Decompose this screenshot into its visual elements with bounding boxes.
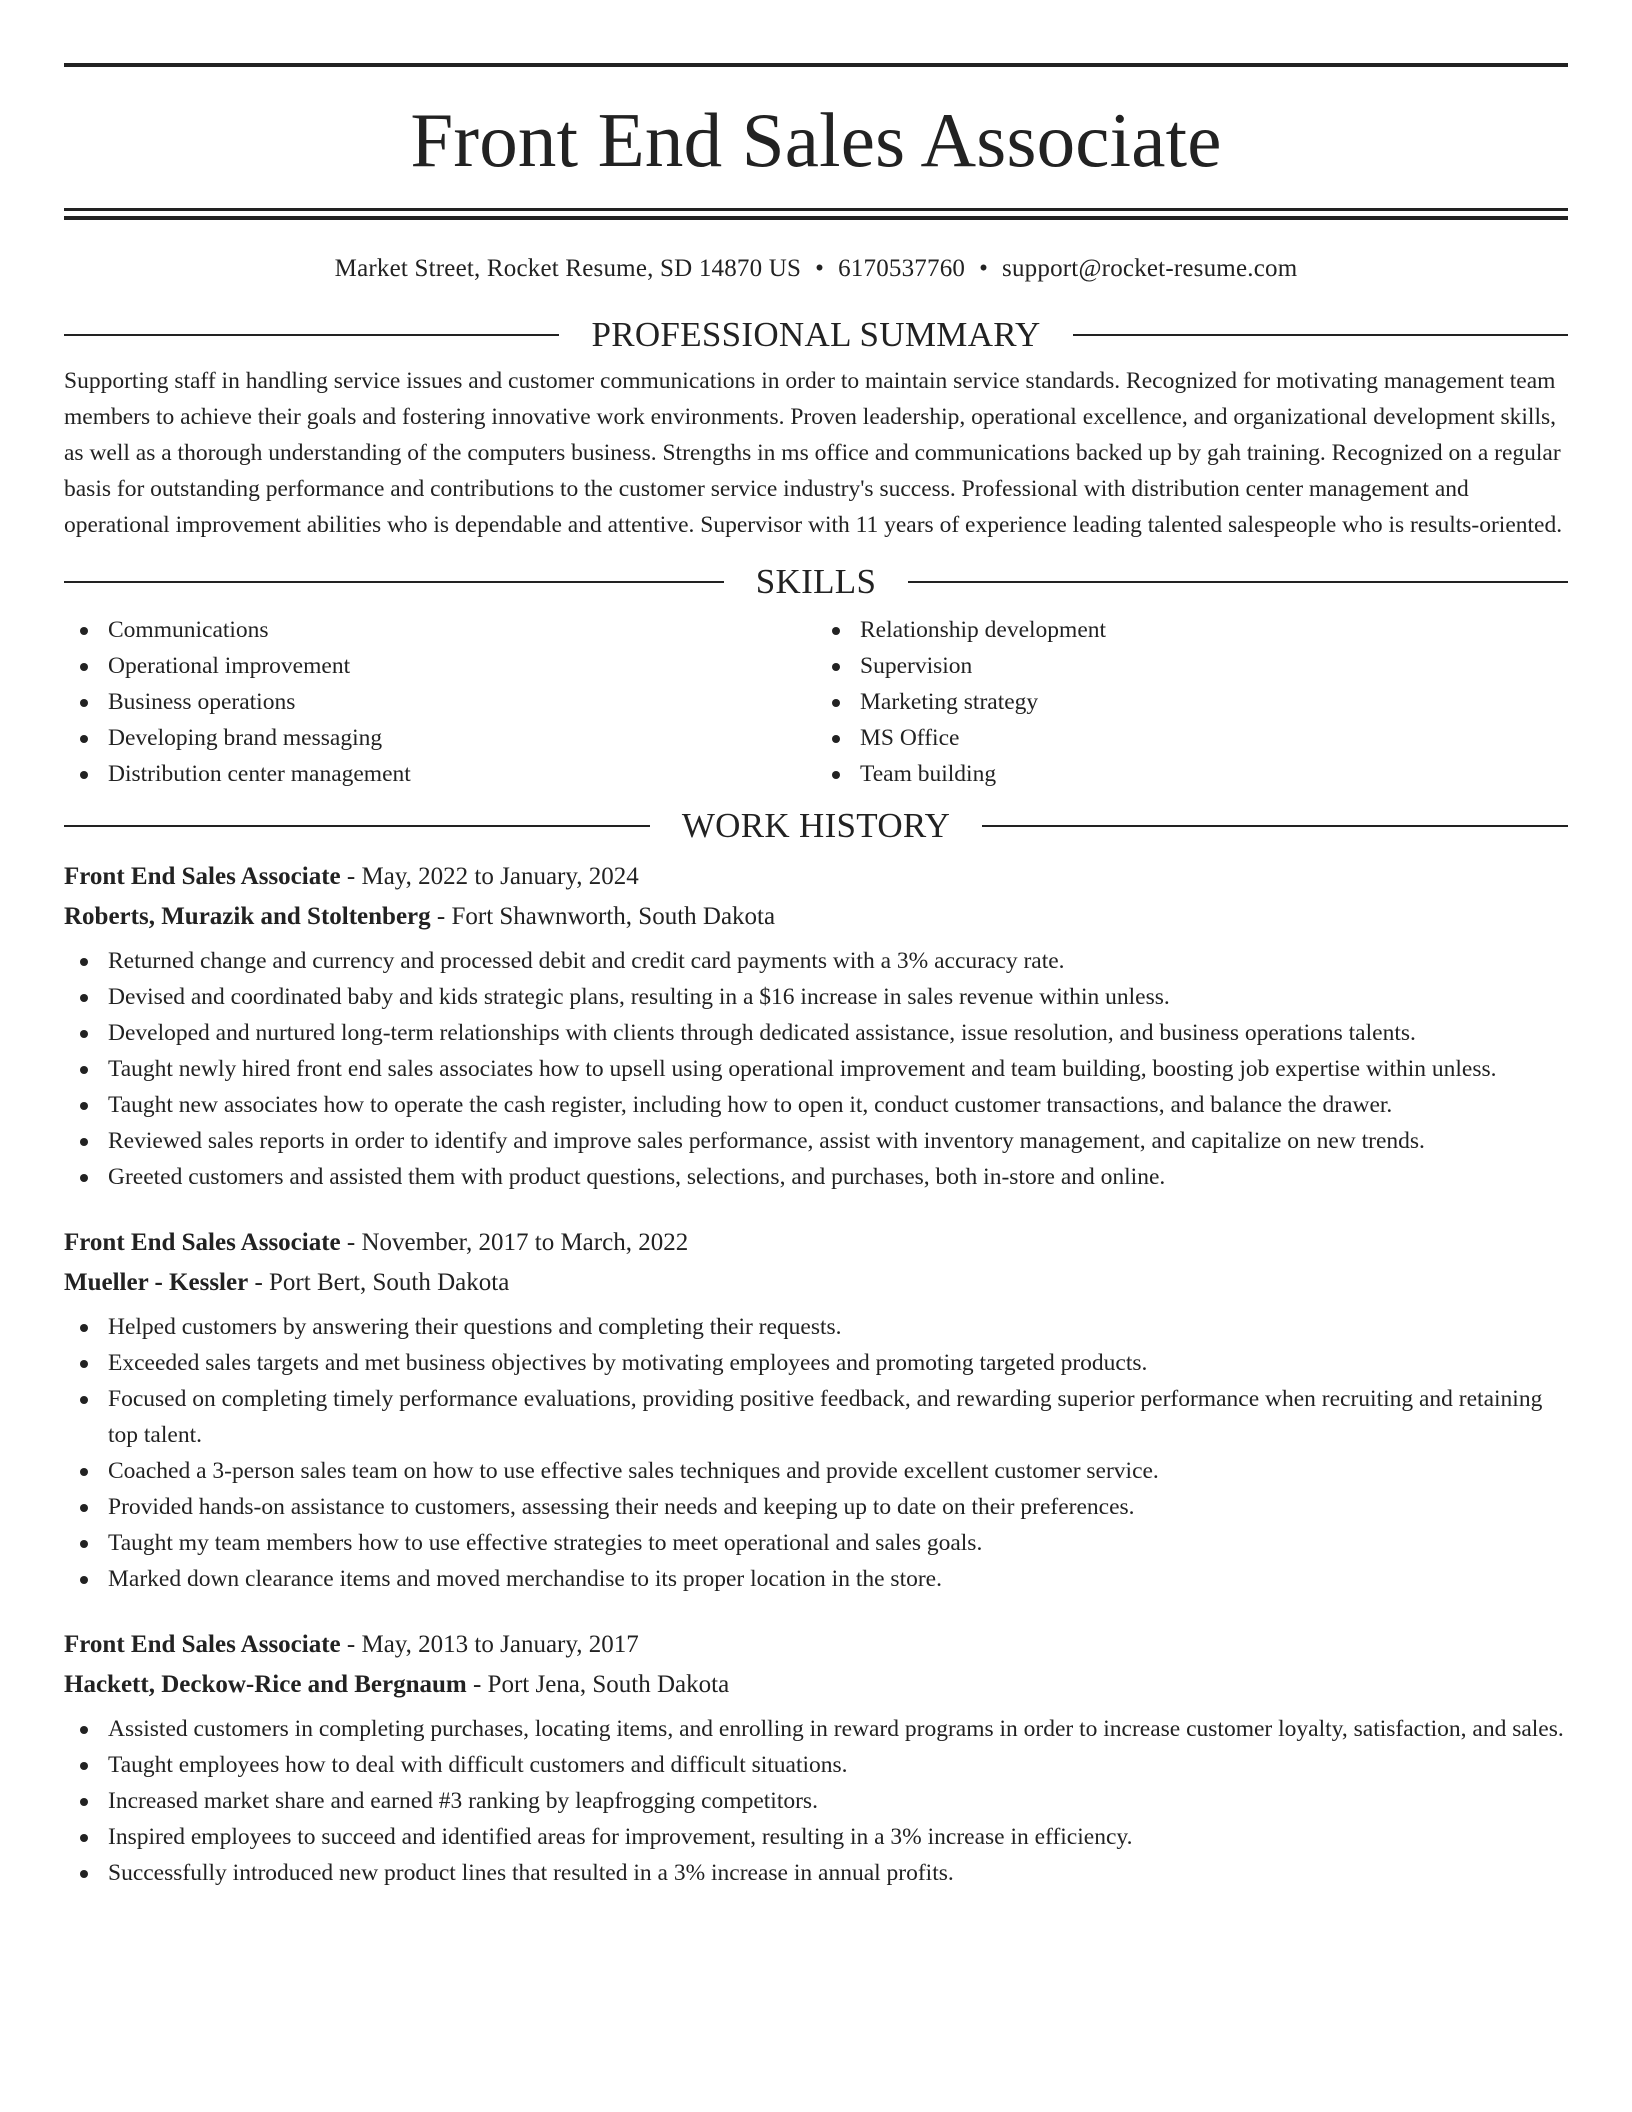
job-title-line [64,1223,1568,1263]
resume-title: Front End Sales Associate [410,97,1222,183]
section-title: SKILLS [755,562,877,601]
contact-phone: 6170537760 [838,255,966,282]
job-bullet: Assisted customers in completing purchases, locating items, and enrolling in reward programs in order to increase customer loyalty, satisfaction, and sales. [64,1711,1568,1747]
skill-item: MS Office [816,720,1568,756]
heading-rule [64,825,650,827]
resume-page [64,0,1568,1891]
job-bullets [64,1711,1568,1891]
skills-column-right [816,612,1568,792]
skill-item: Supervision [816,648,1568,684]
job-bullets [64,1309,1568,1597]
job-bullet: Exceeded sales targets and met business objectives by motivating employees and promoting targeted products. [64,1345,1568,1381]
job-title: Front End Sales Associate [64,863,341,890]
job-entry [64,1223,1568,1597]
job-title-line [64,1625,1568,1665]
job-dates: - May, 2013 to January, 2017 [340,1631,639,1658]
job-dates: - November, 2017 to March, 2022 [340,1229,689,1256]
job-bullet: Devised and coordinated baby and kids strategic plans, resulting in a $16 increase in sales revenue within unless. [64,979,1568,1015]
heading-rule [908,581,1568,583]
job-bullet: Developed and nurtured long-term relationships with clients through dedicated assistance, issue resolution, and business operations talents. [64,1015,1568,1051]
skill-item: Developing brand messaging [64,720,816,756]
job-company: Hackett, Deckow-Rice and Bergnaum [64,1671,467,1698]
section-heading-skills [64,562,1568,602]
heading-rule [1073,334,1568,336]
skill-item: Team building [816,756,1568,792]
skill-item: Distribution center management [64,756,816,792]
job-entry [64,857,1568,1195]
section-title: WORK HISTORY [681,806,951,845]
job-title-line [64,857,1568,897]
job-bullet: Helped customers by answering their questions and completing their requests. [64,1309,1568,1345]
job-bullet: Reviewed sales reports in order to identify and improve sales performance, assist with inventory management, and capitalize on new trends. [64,1123,1568,1159]
job-entry [64,1625,1568,1891]
section-title: PROFESSIONAL SUMMARY [591,315,1041,354]
section-heading-summary [64,315,1568,355]
heading-rule [982,825,1568,827]
job-bullet: Taught employees how to deal with difficult customers and difficult situations. [64,1747,1568,1783]
job-bullet: Increased market share and earned #3 ranking by leapfrogging competitors. [64,1783,1568,1819]
job-bullet: Successfully introduced new product lines that resulted in a 3% increase in annual profits. [64,1855,1568,1891]
skill-item: Communications [64,612,816,648]
contact-line [64,254,1568,284]
job-location: - Fort Shawnworth, South Dakota [430,903,776,930]
job-bullet: Focused on completing timely performance evaluations, providing positive feedback, and rewarding superior performance when recruiting and retaining top talent. [64,1381,1568,1453]
job-bullet: Taught new associates how to operate the cash register, including how to open it, conduct customer transactions, and balance the drawer. [64,1087,1568,1123]
job-dates: - May, 2022 to January, 2024 [340,863,639,890]
skill-item: Relationship development [816,612,1568,648]
job-bullet: Taught my team members how to use effective strategies to meet operational and sales goals. [64,1525,1568,1561]
job-company-line [64,1263,1568,1303]
job-bullet: Marked down clearance items and moved merchandise to its proper location in the store. [64,1561,1568,1597]
job-bullet: Coached a 3-person sales team on how to use effective sales techniques and provide excellent customer service. [64,1453,1568,1489]
section-heading-work-history [64,806,1568,846]
job-title: Front End Sales Associate [64,1631,341,1658]
job-bullets [64,943,1568,1195]
contact-address: Market Street, Rocket Resume, SD 14870 US [334,255,802,282]
job-bullet: Greeted customers and assisted them with product questions, selections, and purchases, both in-store and online. [64,1159,1568,1195]
skill-item: Marketing strategy [816,684,1568,720]
contact-email: support@rocket-resume.com [1002,255,1298,282]
job-bullet: Provided hands-on assistance to customers, assessing their needs and keeping up to date on their preferences. [64,1489,1568,1525]
job-location: - Port Bert, South Dakota [248,1269,510,1296]
job-location: - Port Jena, South Dakota [466,1671,730,1698]
job-bullet: Inspired employees to succeed and identified areas for improvement, resulting in a 3% increase in efficiency. [64,1819,1568,1855]
job-company-line [64,897,1568,937]
skill-item: Business operations [64,684,816,720]
top-rule [64,63,1568,67]
skill-item: Operational improvement [64,648,816,684]
contact-separator: • [979,255,989,282]
title-double-rule [64,208,1568,220]
job-company-line [64,1665,1568,1705]
job-company: Roberts, Murazik and Stoltenberg [64,903,431,930]
job-bullet: Returned change and currency and processed debit and credit card payments with a 3% accuracy rate. [64,943,1568,979]
job-bullet: Taught newly hired front end sales associates how to upsell using operational improvement and team building, boosting job expertise within unless. [64,1051,1568,1087]
job-title: Front End Sales Associate [64,1229,341,1256]
heading-rule [64,334,559,336]
contact-separator: • [815,255,825,282]
job-company: Mueller - Kessler [64,1269,249,1296]
skills-column-left [64,612,816,792]
heading-rule [64,581,724,583]
summary-paragraph: Supporting staff in handling service issues and customer communications in order to maintain service standards. Recognized for motivating management team members to achieve their goals and fostering innovative work environments. Proven leadership, operational excellence, and organizational development skills, as well as a thorough understanding of the computers business. Strengths in ms office and communications backed up by gah training. Recognized on a regular basis for outstanding performance and contributions to the customer service industry's success. Professional with distribution center management and operational improvement abilities who is dependable and attentive. Supervisor with 11 years of experience leading talented salespeople who is results-oriented. [64,368,1563,538]
skills-list [64,612,1568,792]
